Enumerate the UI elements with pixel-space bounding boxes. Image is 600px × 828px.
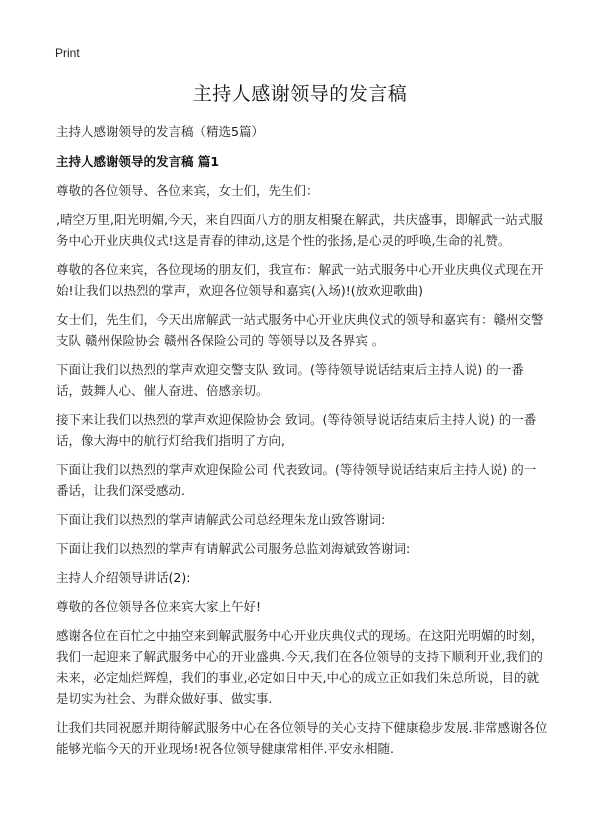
paragraph: 感谢各位在百忙之中抽空来到解武服务中心开业庆典仪式的现场。在这阳光明媚的时刻，我们一起迎来了解武服务中心的开业盛典.今天,我们在各位领导的支持下顺利开业,我们的未来，必定灿烂辉煌，我们的事业,必定如日中天,中心的成立正如我们朱总所说，目的就是切实为社会、为群众做好事、做实事.: [56, 628, 544, 706]
paragraph: 下面让我们以热烈的掌声欢迎保险公司 代表致词。(等待领导说话结束后主持人说) 的一番话，让我们深受感动.: [56, 462, 537, 498]
paragraph: ,晴空万里,阳光明媚,今天，来自四面八方的朋友相聚在解武，共庆盛事，即解武一站式服务中心开业庆典仪式!这是青春的律动,这是个性的张扬,是心灵的呼唤,生命的礼赞。: [56, 212, 543, 248]
paragraph: 主持人介绍领导讲话(2):: [56, 570, 191, 585]
document-body: [56, 122, 548, 767]
paragraph: 下面让我们以热烈的掌声请解武公司总经理朱龙山致答谢词:: [56, 512, 386, 527]
page-title: 主持人感谢领导的发言稿: [192, 83, 408, 105]
paragraph: 女士们，先生们，今天出席解武一站式服务中心开业庆典仪式的领导和嘉宾有：赣州交警支队 赣州保险协会 赣州各保险公司的 等领导以及各界宾 。: [56, 312, 544, 348]
paragraph: 尊敬的各位来宾，各位现场的朋友们，我宣布：解武一站式服务中心开业庆典仪式现在开始!让我们以热烈的掌声，欢迎各位领导和嘉宾(入场)!(放欢迎歌曲): [56, 262, 544, 298]
document-subtitle: 主持人感谢领导的发言稿（精选5篇）: [56, 124, 264, 139]
paragraph: 尊敬的各位领导各位来宾大家上午好!: [56, 599, 262, 614]
paragraph: 让我们共同祝愿并期待解武服务中心在各位领导的关心支持下健康稳步发展.非常感谢各位能够光临今天的开业现场!祝各位领导健康常相伴.平安永相随.: [56, 720, 548, 756]
paragraph: 接下来让我们以热烈的掌声欢迎保险协会 致词。(等待领导说话结束后主持人说) 的一番话，像大海中的航行灯给我们指明了方向,: [56, 412, 537, 448]
paragraph: 下面让我们以热烈的掌声欢迎交警支队 致词。(等待领导说话结束后主持人说) 的一番话，鼓舞人心、催人奋进、倍感亲切。: [56, 362, 524, 398]
paragraph: 下面让我们以热烈的掌声有请解武公司服务总监刘海斌致答谢词:: [56, 541, 411, 556]
paragraph: 尊敬的各位领导、各位来宾，女士们，先生们：: [56, 183, 319, 198]
section-heading: 主持人感谢领导的发言稿 篇1: [56, 154, 220, 169]
print-link[interactable]: Print: [55, 46, 80, 60]
